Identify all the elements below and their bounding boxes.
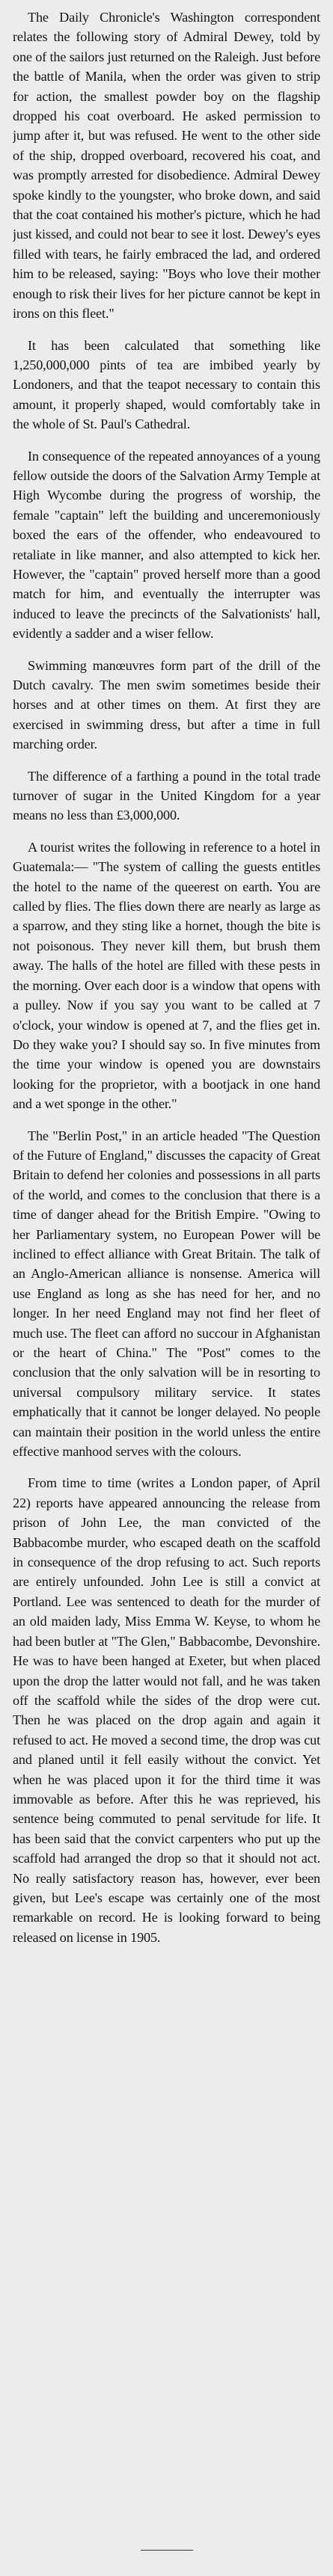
article-column — [13, 7, 320, 2542]
paragraph-dewey-anecdote: The Daily Chronicle's Washington correspondent relates the following story of Admiral Dewey, told by one of the sailors just returned on the Raleigh. Just before the battle of Manila, when the order was given to strip for action, the smallest powder boy on the flagship dropped his coat overboard. He asked permission to jump after it, but was refused. He went to the other side of the ship, dropped overboard, recovered his coat, and was promptly arrested for disobedience. Admiral Dewey spoke kindly to the youngster, who broke down, and said that the coat contained his mother's picture, which he had just kissed, and could not bear to see it lost. Dewey's eyes filled with tears, he fairly embraced the lad, and ordered him to be released, saying: "Boys who love their mother enough to risk their lives for her picture cannot be kept in irons on this fleet." — [13, 10, 320, 322]
paragraph-salvation-army: In consequence of the repeated annoyances of a young fellow outside the doors of the Salvation Army Temple at High Wycombe during the progress of worship, the female "captain" left the building and unceremoniously boxed the ears of the offender, who endeavoured to retaliate in like manner, and also attempted to kick her. However, the "captain" proved herself more than a good match for him, and eventually the interrupter was induced to leave the precincts of the Salvationists' hall, evidently a sadder and a wiser fellow. — [13, 448, 320, 642]
paragraph-sugar-trade: The difference of a farthing a pound in the total trade turnover of sugar in the United Kingdom for a year means no less than £3,000,000. — [13, 768, 320, 823]
paragraph-guatemala-hotel: A tourist writes the following in reference to a hotel in Guatemala:— "The system of calling the guests entitles the hotel to the name of the queerest on earth. You are called by flies. The flies down there are nearly as large as a sparrow, and they sting like a hornet, though the bite is not poisonous. They never kill them, but brush them away. The halls of the hotel are filled with these pests in the morning. Over each door is a window that opens with a pulley. Now if you say you want to be called at 7 o'clock, your window is opened at 7, and the flies get in. Do they wake you? I should say so. In five minutes from the time your window is opened you are downstairs looking for the proprietor, with a bootjack in one hand and a wet sponge in the other." — [13, 839, 320, 1112]
paragraph-berlin-post: The "Berlin Post," in an article headed "The Question of the Future of England," discusses the capacity of Great Britain to defend her colonies and possessions in all parts of the world, and comes to the conclusion that there is a time of danger ahead for the British Empire. "Owing to her Parliamentary system, no European Power will be inclined to effect alliance with Great Britain. The talk of an Anglo-American alliance is nonsense. America will use England as long as she has need for her, and no longer. In her need England may not find her fleet of much use. The fleet can afford no succour in Afghanistan or the heart of China." The "Post" comes to the conclusion that the only salvation will be in resorting to universal compulsory military service. It states emphatically that it cannot be longer delayed. No people can maintain their position in the world unless the entire effective manhood serves with the colours. — [13, 1128, 320, 1460]
paragraph-london-tea: It has been calculated that something like 1,250,000,000 pints of tea are imbibed yearly by Londoners, and that the teapot necessary to contain this amount, it properly shaped, would comfortably take in the whole of St. Paul's Cathedral. — [13, 337, 320, 432]
paragraph-dutch-cavalry: Swimming manœuvres form part of the drill of the Dutch cavalry. The men swim sometimes beside their horses and at other times on them. At first they are exercised in swimming dress, but after a time in full marching order. — [13, 657, 320, 752]
bottom-rule-divider — [141, 2550, 193, 2551]
paragraph-john-lee: From time to time (writes a London paper, of April 22) reports have appeared announcing the release from prison of John Lee, the man convicted of the Babbacombe murder, who escaped death on the scaffold in consequence of the drop refusing to act. Such reports are entirely unfounded. John Lee is still a convict at Portland. Lee was sentenced to death for the murder of an old maiden lady, Miss Emma W. Keyse, to whom he had been butler at "The Glen," Babbacombe, Devonshire. He was to have been hanged at Exeter, but when placed upon the drop the latter would not fall, and he was taken off the scaffold while the sides of the drop were cut. Then he was placed on the drop again and again it refused to act. He moved a second time, the drop was cut and planed until it fell easily without the convict. Yet when he was placed upon it for the third time it was immovable as before. After this he was reprieved, his sentence being commuted to penal servitude for life. It has been said that the convict carpenters who put up the scaffold had arranged the drop so that it should not act. No really satisfactory reason has, however, ever been given, but Lee's escape was certainly one of the most remarkable on record. He is looking forward to being released on license in 1905. — [13, 1475, 320, 1945]
